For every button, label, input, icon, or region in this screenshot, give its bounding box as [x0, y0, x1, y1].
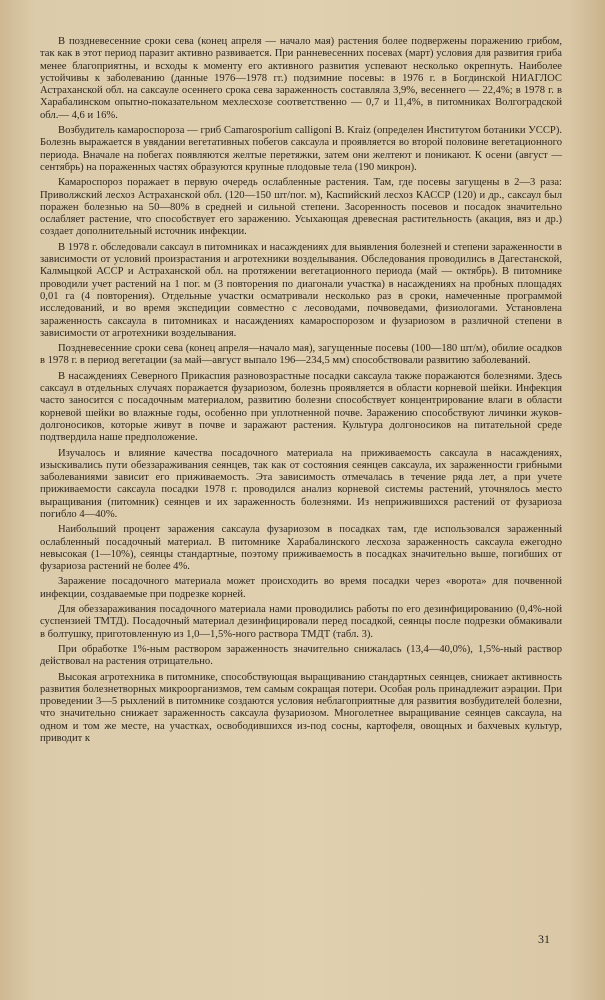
paragraph-1: В поздневесенние сроки сева (конец апреля — начало мая) растения более подвержены поражению грибом, так как в этот период паразит активно развивается. При ранневесенних посевах (март) условия для развития гриба менее благоприятны, и всходы к моменту его активного развития успевают несколько окрепнуть. Наиболее устойчивы к заболеванию (данные 1976—1978 гг.) подзимние посевы: в 1976 г. в Богдинской НИАГЛОС Астраханской обл. на саксауле осеннего срока сева зараженность составляла 3,9%, весеннего — 22,4%; в 1978 г. в Харабалинском опытно-показательном мехлесхозе соответственно — 0,7 и 11,4%, в питомниках Волгоградской обл.— 4,6 и 16%.: [40, 36, 562, 121]
paragraph-12: Высокая агротехника в питомнике, способствующая выращиванию стандартных сеянцев, снижает активность развития болезнетворных микроорганизмов, тем самым сокращая потери. Особая роль принадлежит аэрации. При проведении 3—5 рыхлений в питомнике создаются условия неблагоприятные для развития возбудителей болезни, что значительно снижает зараженность саксаула фузариозом. Многолетнее выращивание сеянцев саксаула, на одном и том же месте, на участках, освободившихся из-под сосны, картофеля, овощных и бахчевых культур, приводит к: [40, 671, 562, 745]
paragraph-11: При обработке 1%-ным раствором зараженность значительно снижалась (13,4—40,0%), 1,5%-ный раствор действовал на растения отрицательно.: [40, 643, 562, 668]
body-text: [40, 36, 562, 748]
paragraph-4: В 1978 г. обследовали саксаул в питомниках и насаждениях для выявления болезней и степени зараженности в зависимости от условий произрастания и агротехники возделывания. Обследования проводились в Дагестанской, Калмыцкой АССР и Астраханской обл. на протяжении вегетационного периода (май — октябрь). В питомнике проводили учет растений на 1 пог. м (3 повторения по диагонали участка) в насаждениях на пробных площадях 0,01 га (4 повторения). Отдельные участки осматривали несколько раз в сроки, намеченные программой исследований, и во время экспедиции совместно с лесоводами, почвоведами, физиологами. Установлена зараженность саксаула в питомниках и насаждениях камароспорозом и фузариозом в различной степени в зависимости от агротехники возделывания.: [40, 241, 562, 339]
paragraph-7: Изучалось и влияние качества посадочного материала на приживаемость саксаула в насаждениях, изыскивались пути обеззараживания сеянцев, так как от состояния сеянцев саксаула, их зараженности грибными заболеваниями зависит его приживаемость. Эта зависимость отмечалась в течение ряда лет, а при учете приживаемости саксаула посадки 1978 г. проводился анализ корневой системы растений, уточнялось место выращивания (питомник) сеянцев и их зараженность болезнями. Из неприжившихся растений от фузариоза погибло 4—40%.: [40, 447, 562, 520]
paragraph-9: Заражение посадочного материала может происходить во время посадки через «ворота» для почвенной инфекции, создаваемые при подрезке корней.: [40, 576, 562, 600]
paragraph-3: Камароспороз поражает в первую очередь ослабленные растения. Там, где посевы загущены в 2—3 раза: Приволжский лесхоз Астраханской обл. (120—150 шт/пог. м), Каспийский лесхоз КАССР (120) и др., саксаул был поражен болезнью на 50—80% в средней и сильной степени. Засоренность посевов и посадок значительно ослабляет растение, что способствует его заражению. Усыхающая древесная растительность (акация, вяз и др.) создает дополнительный источник инфекции.: [40, 177, 562, 238]
paragraph-10: Для обеззараживания посадочного материала нами проводились работы по его дезинфицированию (0,4%-ной суспензией ТМТД). Посадочный материал дезинфицировали перед посадкой, сеянцы после подрезки обмакивали в болтушку, приготовленную из 1,0—1,5%-ного раствора ТМДТ (табл. 3).: [40, 604, 562, 640]
page-number: 31: [538, 932, 550, 946]
paragraph-2: Возбудитель камароспороза — гриб Camarosporium calligoni B. Kraiz (определен Институтом ботаники УССР). Болезнь выражается в увядании вегетативных побегов саксаула и проявляется во второй половине вегетационного периода. Вначале на побегах появляются желтые перетяжки, затем они желтеют и поникают. К осени (август — сентябрь) на пораженных частях образуются крупные плодовые тела (190 микрон).: [40, 125, 562, 173]
paragraph-6: В насаждениях Северного Прикаспия разновозрастные посадки саксаула также поражаются болезнями. Здесь саксаул в отдельных случаях поражается фузариозом, болезнь проявляется в области корневой шейки. Инфекция часто заносится с посадочным материалом, развитию болезни способствует концентрирование влаги в области корневой шейки во влажные годы, особенно при уплотненной почве. Заражению способствуют личинки жуков-долгоносиков, которые живут в почве и заражают растения. Культура долгоносиков на питательной среде подтвердила наше предположение.: [40, 370, 562, 444]
paragraph-5: Поздневесенние сроки сева (конец апреля—начало мая), загущенные посевы (100—180 шт/м), обилие осадков в 1978 г. в период вегетации (за май—август выпало 196—234,5 мм) способствовали развитию заболеваний.: [40, 343, 562, 367]
paragraph-8: Наибольший процент заражения саксаула фузариозом в посадках там, где использовался зараженный ослабленный посадочный материал. В питомнике Харабалинского лесхоза зараженность саксаула ежегодно невысокая (1—10%), сеянцы стандартные, поэтому приживаемость в посадках значительно выше, погибших от фузариоза растений не более 4%.: [40, 524, 562, 573]
